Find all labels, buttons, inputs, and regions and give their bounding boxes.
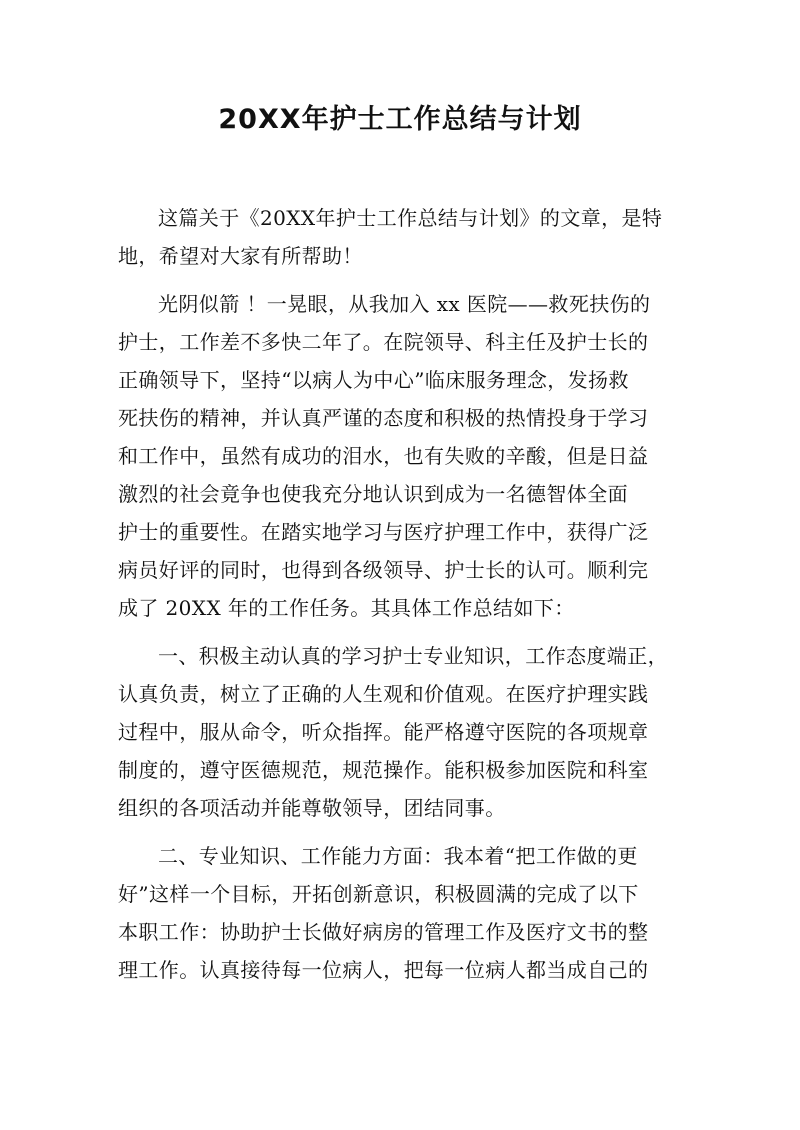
text-line: 和工作中，虽然有成功的泪水，也有失败的辛酸，但是日益 — [118, 444, 649, 468]
text-line: 过程中，服从命令，听众指挥。能严格遵守医院的各项规章 — [118, 720, 649, 744]
text-line: 激烈的社会竟争也使我充分地认识到成为一名德智体全面 — [118, 482, 628, 506]
text-line: 地，希望对大家有所帮助！ — [118, 244, 363, 268]
text-line: 组织的各项活动并能尊敬领导，团结同事。 — [118, 796, 506, 820]
text-line: 护士，工作差不多快二年了。在院领导、科主任及护士长的 — [118, 330, 649, 354]
text-line: 理工作。认真接待每一位病人，把每一位病人都当成自己的 — [118, 958, 649, 982]
text-line: 本职工作：协助护士长做好病房的管理工作及医疗文书的整 — [118, 920, 649, 944]
text-line: 病员好评的同时，也得到各级领导、护士长的认可。顺利完 — [118, 558, 649, 582]
paragraph-summary — [118, 285, 688, 627]
text-line: 正确领导下，坚持“以病人为中心”临床服务理念，发扬救 — [118, 368, 629, 392]
text-line: 死扶伤的精神，并认真严谨的态度和积极的热情投身于学习 — [118, 406, 649, 430]
text-line: 认真负责，树立了正确的人生观和价值观。在医疗护理实践 — [118, 682, 649, 706]
text-line: 护士的重要性。在踏实地学习与医疗护理工作中，获得广泛 — [118, 520, 649, 544]
text-line: 这篇关于《20XX年护士工作总结与计划》的文章，是特 — [158, 206, 663, 230]
paragraph-section-one — [118, 637, 688, 827]
paragraph-intro — [118, 199, 688, 275]
paragraph-section-two — [118, 837, 688, 989]
document-body — [118, 199, 688, 989]
text-line: 光阴似箭 ！一晃眼，从我加入 xx 医院——救死扶伤的 — [158, 292, 651, 316]
document-title: 20XX年护士工作总结与计划 — [218, 104, 582, 135]
text-line: 制度的，遵守医德规范，规范操作。能积极参加医院和科室 — [118, 758, 649, 782]
text-line: 一、积极主动认真的学习护士专业知识，工作态度端正， — [158, 644, 668, 668]
text-line: 好”这样一个目标，开拓创新意识，积极圆满的完成了以下 — [118, 882, 639, 906]
text-line: 成了 20XX 年的工作任务。其具体工作总结如下： — [118, 596, 575, 620]
text-line: 二、专业知识、工作能力方面：我本着“把工作做的更 — [158, 844, 638, 868]
